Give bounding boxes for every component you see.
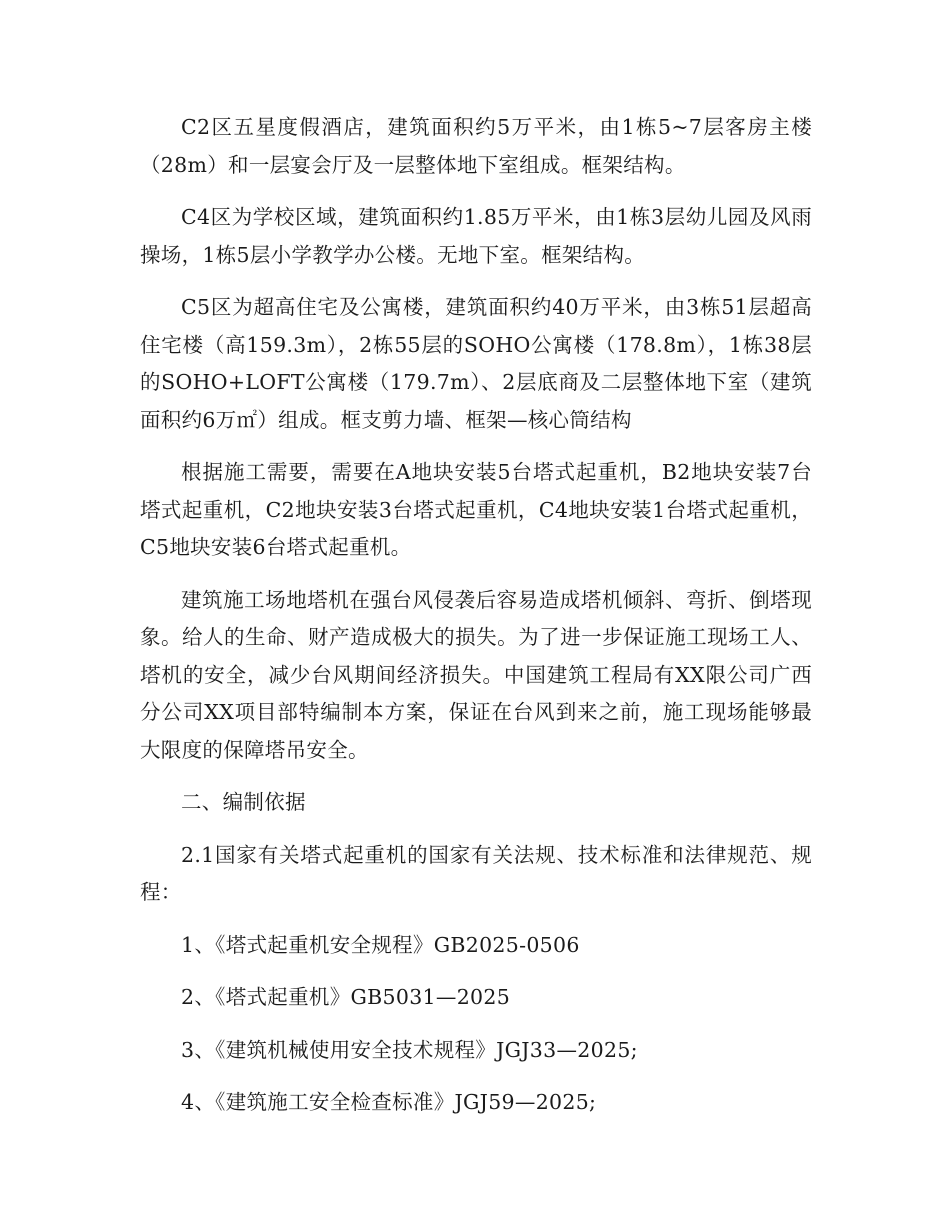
list-item: 3、《建筑机械使用安全技术规程》JGJ33—2025; (181, 1037, 638, 1062)
list-item: 1、《塔式起重机安全规程》GB2025-0506 (181, 932, 580, 957)
list-item: 4、《建筑施工安全检查标准》JGJ59—2025; (181, 1090, 597, 1114)
section-heading: 二、编制依据 (181, 790, 306, 814)
paragraph-c2-hotel: C2区五星度假酒店，建筑面积约5万平米，由1栋5~7层客房主楼（28m）和一层宴会厅及一层整体地下室组成。框架结构。 (140, 115, 812, 177)
subsection-heading: 2.1国家有关塔式起重机的国家有关法规、技术标准和法律规范、规程： (140, 842, 812, 904)
list-item: 2、《塔式起重机》GB5031—2025 (181, 985, 511, 1009)
document-body (140, 109, 812, 1122)
paragraph-crane-installation: 根据施工需要，需要在A地块安装5台塔式起重机，B2地块安装7台塔式起重机，C2地块安装3台塔式起重机，C4地块安装1台塔式起重机，C5地块安装6台塔式起重机。 (140, 460, 812, 559)
paragraph-c5-residential: C5区为超高住宅及公寓楼，建筑面积约40万平米，由3栋51层超高住宅楼（高159.3m），2栋55层的SOHO公寓楼（178.8m），1栋38层的SOHO+LOFT公寓楼（179.7m）、2层底商及二层整体地下室（建筑面积约6万㎡）组成。框支剪力墙、框架—核心筒结构 (140, 295, 812, 432)
paragraph-typhoon-risk: 建筑施工场地塔机在强台风侵袭后容易造成塔机倾斜、弯折、倒塔现象。给人的生命、财产造成极大的损失。为了进一步保证施工现场工人、塔机的安全，减少台风期间经济损失。中国建筑工程局有XX限公司广西分公司XX项目部特编制本方案，保证在台风到来之前，施工现场能够最大限度的保障塔吊安全。 (140, 587, 812, 762)
paragraph-c4-school: C4区为学校区域，建筑面积约1.85万平米，由1栋3层幼儿园及风雨操场，1栋5层小学教学办公楼。无地下室。框架结构。 (140, 205, 812, 267)
